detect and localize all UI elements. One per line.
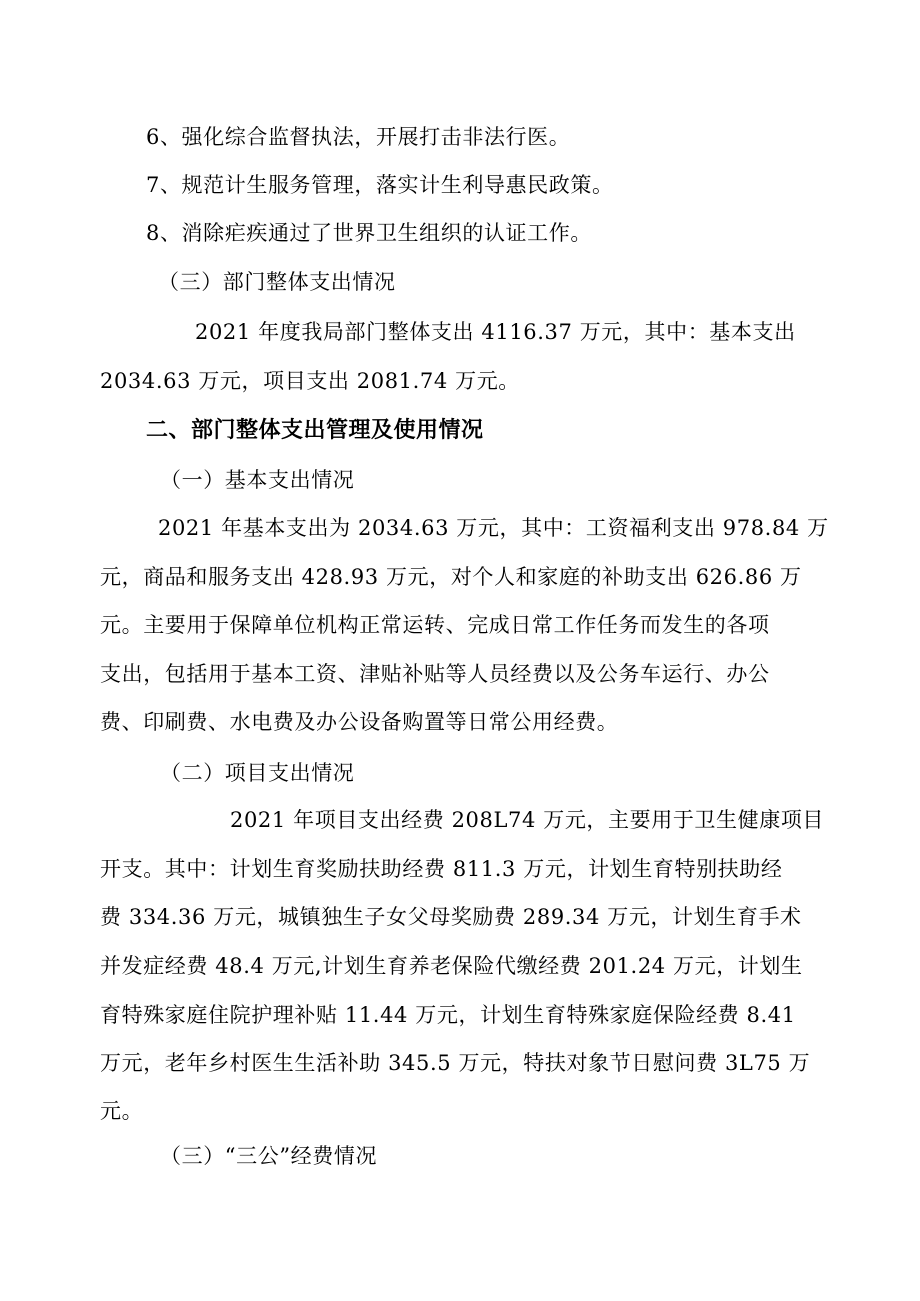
basic-paragraph-line-5: 费、印刷费、水电费及办公设备购置等日常公用经费。 [100,710,619,734]
section-three-line-2: 2034.63 万元，项目支出 2081.74 万元。 [100,369,520,393]
basic-expenditure-heading: （一）基本支出情况 [160,468,355,492]
part-two-heading: 二、部门整体支出管理及使用情况 [146,418,484,443]
project-paragraph-line-3: 费 334.36 万元，城镇独生子女父母奖励费 289.34 万元，计划生育手术 [100,905,802,929]
sangong-heading: （三）“三公”经费情况 [160,1144,378,1168]
project-paragraph-line-2: 开支。其中：计划生育奖励扶助经费 811.3 万元，计划生育特别扶助经 [100,857,783,881]
project-paragraph-line-6: 万元，老年乡村医生生活补助 345.5 万元，特扶对象节日慰问费 3L75 万 [100,1051,811,1075]
basic-paragraph-line-1: 2021 年基本支出为 2034.63 万元，其中：工资福利支出 978.84 万 [158,516,829,540]
list-item-8: 8、消除疟疾通过了世界卫生组织的认证工作。 [146,221,592,245]
basic-paragraph-line-4: 支出，包括用于基本工资、津贴补贴等人员经费以及公务车运行、办公 [100,662,770,686]
basic-paragraph-line-2: 元，商品和服务支出 428.93 万元，对个人和家庭的补助支出 626.86 万 [100,565,802,589]
project-paragraph-line-4: 并发症经费 48.4 万元,计划生育养老保险代缴经费 201.24 万元，计划生 [100,954,803,978]
project-expenditure-heading: （二）项目支出情况 [160,761,355,785]
section-three-line-1: 2021 年度我局部门整体支出 4116.37 万元，其中：基本支出 [195,320,796,344]
list-item-6: 6、强化综合监督执法，开展打击非法行医。 [146,125,571,149]
project-paragraph-line-7: 元。 [100,1099,144,1123]
section-three-heading: （三）部门整体支出情况 [158,270,396,294]
project-paragraph-line-1: 2021 年项目支出经费 208L74 万元，主要用于卫生健康项目 [230,808,825,832]
list-item-7: 7、规范计生服务管理，落实计生利导惠民政策。 [146,173,614,197]
basic-paragraph-line-3: 元。主要用于保障单位机构正常运转、完成日常工作任务而发生的各项 [100,613,770,637]
project-paragraph-line-5: 育特殊家庭住院护理补贴 11.44 万元，计划生育特殊家庭保险经费 8.41 [100,1003,796,1027]
